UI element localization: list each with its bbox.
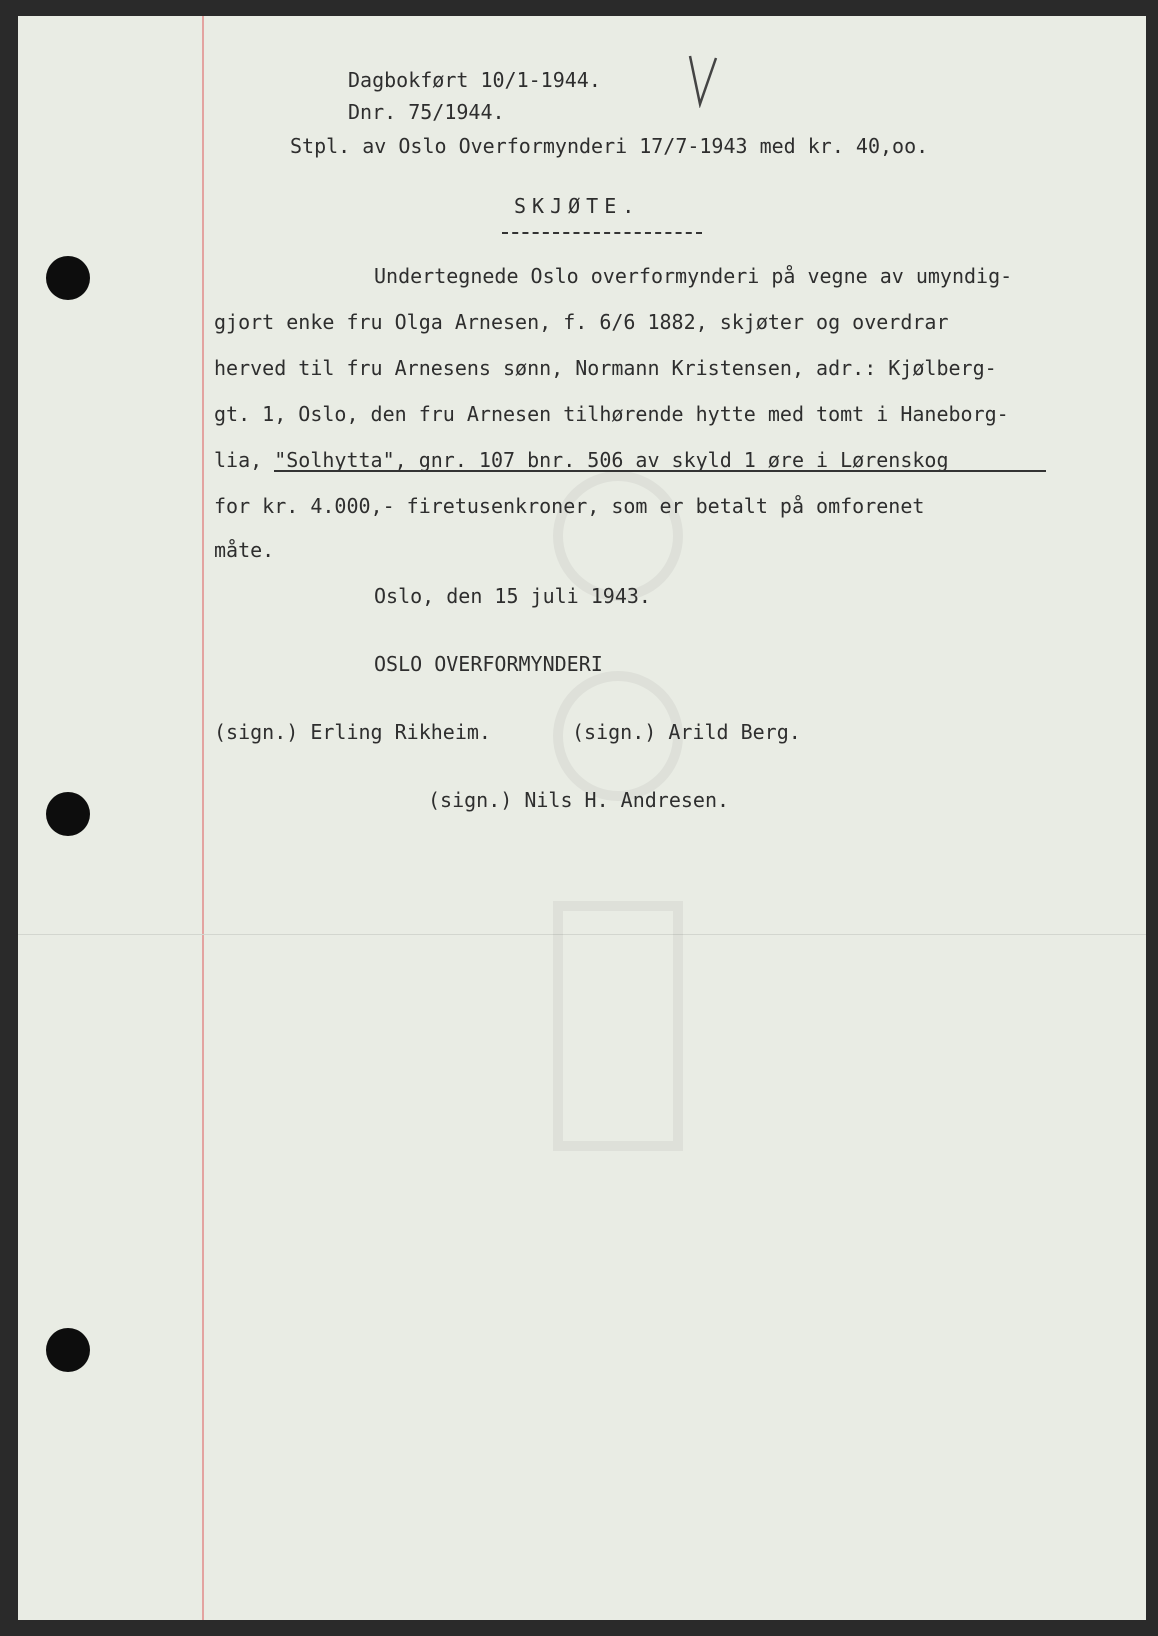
title-rule — [502, 232, 702, 234]
place-date-line: Oslo, den 15 juli 1943. — [374, 584, 651, 608]
stamp-fee-line: Stpl. av Oslo Overformynderi 17/7-1943 med kr. 40,oo. — [290, 134, 929, 158]
body-line: gjort enke fru Olga Arnesen, f. 6/6 1882, skjøter og overdrar — [214, 310, 949, 334]
property-underline — [274, 470, 1046, 472]
body-line: herved til fru Arnesens sønn, Normann Kristensen, adr.: Kjølberg- — [214, 356, 997, 380]
document-title: SKJØTE. — [514, 194, 641, 218]
punch-hole — [46, 256, 90, 300]
faint-seal-watermark — [488, 436, 748, 1196]
punch-hole — [46, 792, 90, 836]
signature-line: (sign.) Erling Rikheim. — [214, 720, 491, 744]
body-line: for kr. 4.000,- firetusenkroner, som er betalt på omforenet — [214, 494, 925, 518]
red-margin-line — [202, 16, 204, 1620]
signature-line: (sign.) Arild Berg. — [572, 720, 801, 744]
body-line: gt. 1, Oslo, den fru Arnesen tilhørende hytte med tomt i Haneborg- — [214, 402, 1009, 426]
body-line: måte. — [214, 538, 275, 562]
body-line: lia, "Solhytta", gnr. 107 bnr. 506 av skyld 1 øre i Lørenskog — [214, 448, 949, 472]
dagbokfort-line: Dagbokført 10/1-1944. — [348, 68, 601, 92]
issuer-name: OSLO OVERFORMYNDERI — [374, 652, 603, 676]
punch-hole — [46, 1328, 90, 1372]
dnr-line: Dnr. 75/1944. — [348, 100, 505, 124]
document-page — [18, 16, 1146, 1620]
signature-line: (sign.) Nils H. Andresen. — [428, 788, 730, 812]
body-line: Undertegnede Oslo overformynderi på vegne av umyndig- — [374, 264, 1013, 288]
check-mark-icon — [686, 52, 720, 108]
